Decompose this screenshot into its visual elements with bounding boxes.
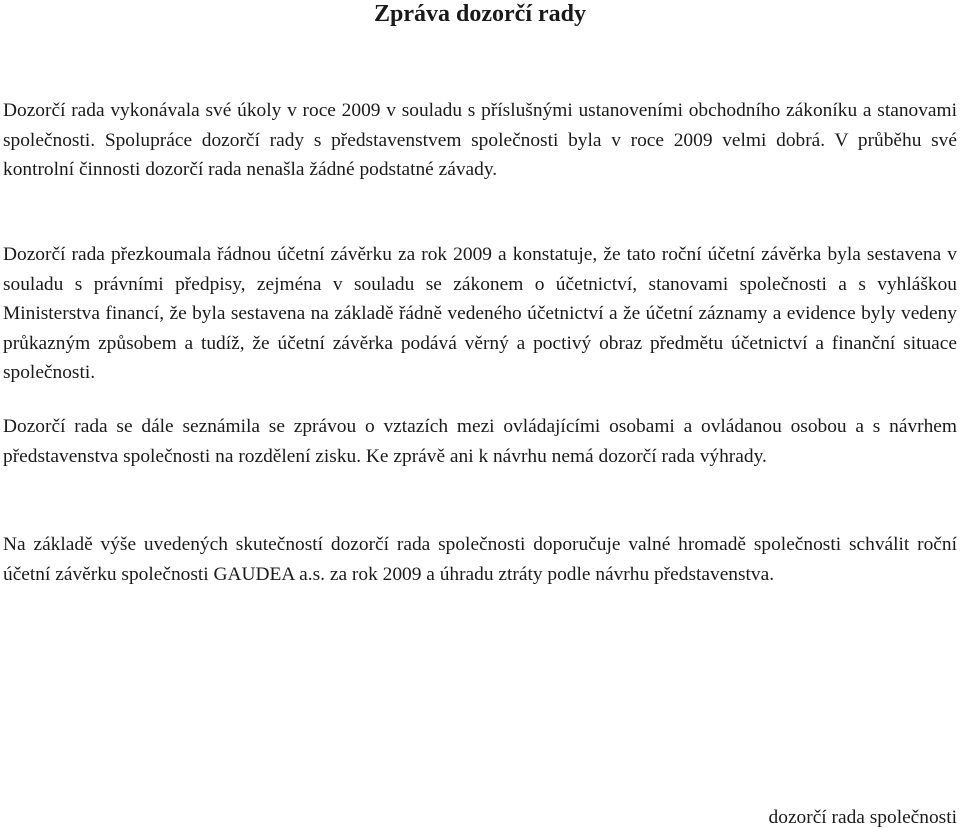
paragraph-recommendation: Na základě výše uvedených skutečností dozorčí rada společnosti doporučuje valné hromadě společnosti schválit roční účetní závěrku společnosti GAUDEA a.s. za rok 2009 a úhradu ztráty podle návrhu představenstva. [3, 534, 957, 585]
signature: dozorčí rada společnosti [768, 807, 957, 828]
paragraph-relations-report: Dozorčí rada se dále seznámila se zprávou o vztazích mezi ovládajícími osobami a ovládanou osobou a s návrhem představenstva společnosti na rozdělení zisku. Ke zprávě ani k návrhu nemá dozorčí rada výhrady. [3, 416, 957, 467]
paragraph-financial-statements: Dozorčí rada přezkoumala řádnou účetní závěrku za rok 2009 a konstatuje, že tato roční účetní závěrka byla sestavena v souladu s právními předpisy, zejména v souladu se zákonem o účetnictví, stanovami společnosti a s vyhláškou Ministerstva financí, že byla sestavena na základě řádně vedeného účetnictví a že účetní záznamy a evidence byly vedeny průkazným způsobem a tudíž, že účetní závěrka podává věrný a poctivý obraz předmětu účetnictví a finanční situace společnosti. [3, 244, 957, 383]
document-title: Zpráva dozorčí rady [374, 1, 586, 27]
paragraph-activities: Dozorčí rada vykonávala své úkoly v roce 2009 v souladu s příslušnými ustanoveními obchodního zákoníku a stanovami společnosti. Spolupráce dozorčí rady s představenstvem společnosti byla v roce 2009 velmi dobrá. V průběhu své kontrolní činnosti dozorčí rada nenašla žádné podstatné závady. [3, 100, 957, 180]
